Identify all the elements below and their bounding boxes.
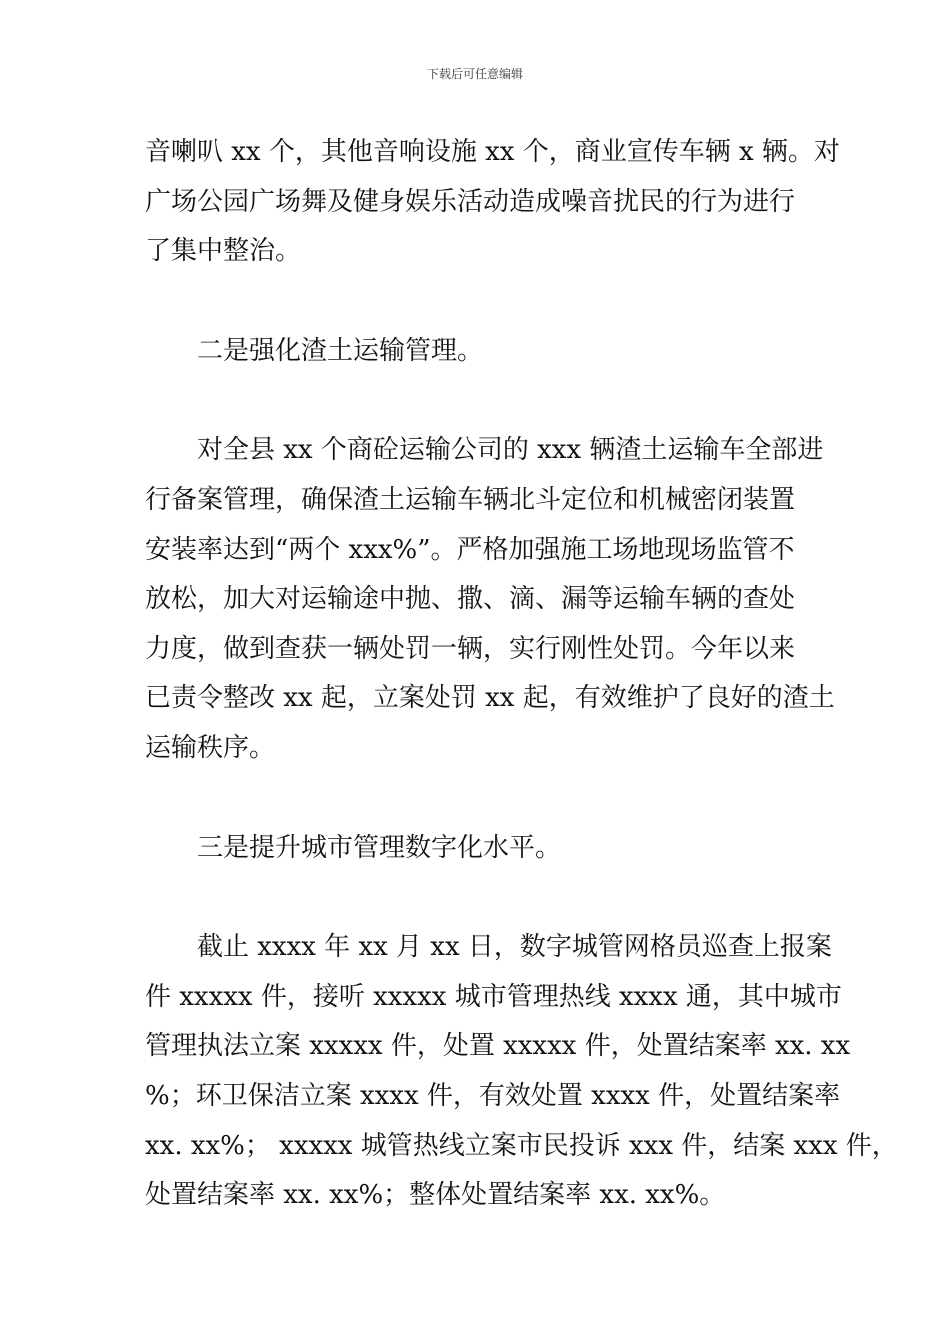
text-line: 力度，做到查获一辆处罚一辆，实行刚性处罚。今年以来 (145, 633, 796, 664)
text-line: xx. xx%； xxxxx 城管热线立案市民投诉 xxx 件，结案 xxx 件， (145, 1130, 898, 1161)
text-line: 截止 xxxx 年 xx 月 xx 日，数字城管网格员巡查上报案 (197, 932, 832, 963)
text-line: 音喇叭 xx 个，其他音响设施 xx 个，商业宣传车辆 x 辆。对 (145, 137, 840, 167)
heading-line: 二是强化渣土运输管理。 (197, 335, 484, 366)
paragraph-noise-control (145, 128, 840, 277)
text-line: 管理执法立案 xxxxx 件，处置 xxxxx 件，处置结案率 xx. xx (145, 1031, 851, 1062)
text-line: 已责令整改 xx 起，立案处罚 xx 起，有效维护了良好的渣土 (145, 683, 835, 714)
text-line: 件 xxxxx 件，接听 xxxxx 城市管理热线 xxxx 通，其中城市 (145, 981, 842, 1012)
text-line: 运输秩序。 (145, 732, 276, 763)
text-line: %；环卫保洁立案 xxxx 件，有效处置 xxxx 件，处置结案率 (145, 1080, 841, 1111)
text-line: 了集中整治。 (145, 236, 302, 267)
paragraph-muck-transport (145, 426, 835, 773)
text-line: 行备案管理，确保渣土运输车辆北斗定位和机械密闭装置 (145, 484, 796, 515)
text-line: 放松，加大对运输途中抛、撒、滴、漏等运输车辆的查处 (145, 584, 796, 615)
text-line: 处置结案率 xx. xx%；整体处置结案率 xx. xx%。 (145, 1180, 726, 1211)
heading-line: 三是提升城市管理数字化水平。 (197, 832, 562, 863)
paragraph-digital-management (145, 923, 898, 1221)
text-line: 安装率达到“两个 xxx%”。严格加强施工场地现场监管不 (145, 534, 795, 565)
page-header: 下载后可任意编辑 (426, 67, 523, 81)
document-body (145, 128, 898, 1221)
text-line: 广场公园广场舞及健身娱乐活动造成噪音扰民的行为进行 (145, 186, 796, 217)
section-heading-digital-management (145, 824, 810, 874)
text-line: 对全县 xx 个商砼运输公司的 xxx 辆渣土运输车全部进 (197, 435, 824, 466)
section-heading-muck-transport (145, 327, 810, 377)
